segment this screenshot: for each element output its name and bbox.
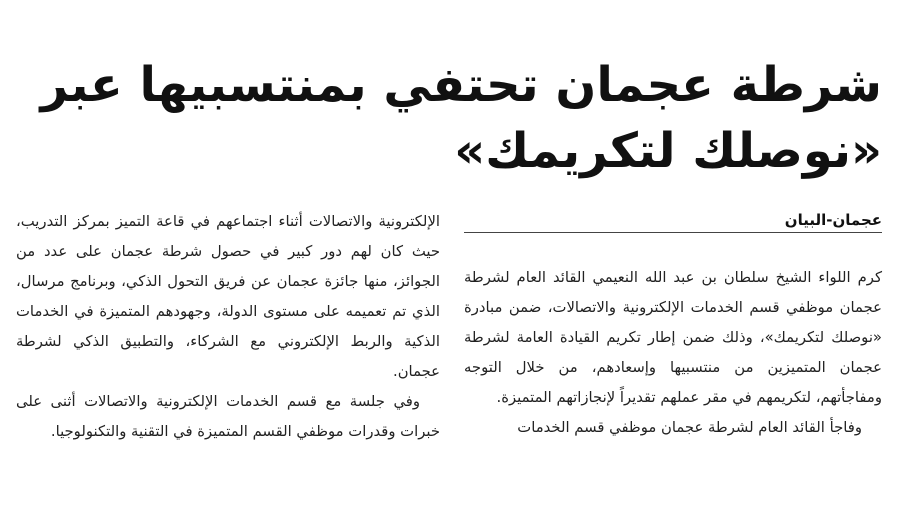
paragraph: وفي جلسة مع قسم الخدمات الإلكترونية والاتصالات أثنى على خبرات وقدرات موظفي القسم المتميزة في التقنية والتكنولوجيا. — [16, 393, 440, 440]
paragraph: وفاجأ القائد العام لشرطة عجمان موظفي قسم الخدمات — [517, 419, 862, 436]
byline: عجمان-البيان — [784, 211, 882, 229]
article-column-right — [464, 263, 882, 443]
headline-line-1: شرطة عجمان تحتفي بمنتسبيها عبر — [40, 57, 882, 113]
byline-bar — [464, 210, 882, 233]
paragraph: كرم اللواء الشيخ سلطان بن عبد الله النعيمي القائد العام لشرطة عجمان موظفي قسم الخدمات الإلكترونية والاتصالات، ضمن مبادرة «نوصلك لتكريمك»، وذلك ضمن إطار تكريم القيادة العامة لشرطة عجمان المتميزين من منتسبيها وإسعادهم، من خلال التوجه ومفاجأتهم، لتكريمهم في مقر عملهم تقديراً لإنجازاتهم المتميزة. — [464, 269, 882, 406]
article-column-left — [16, 207, 440, 447]
article-headline — [22, 52, 882, 184]
paragraph: الإلكترونية والاتصالات أثناء اجتماعهم في قاعة التميز بمركز التدريب، حيث كان لهم دور كبير في حصول شرطة عجمان على عدد من الجوائز، منها جائزة عجمان عن فريق التحول الذكي، وبرنامج مرسال، الذي تم تعميمه على مستوى الدولة، وجهودهم المتميزة في الخدمات الذكية والربط الإلكتروني مع الشركاء، والتطبيق الذكي لشرطة عجمان. — [16, 213, 440, 380]
headline-line-2: «نوصلك لتكريمك» — [454, 123, 882, 179]
